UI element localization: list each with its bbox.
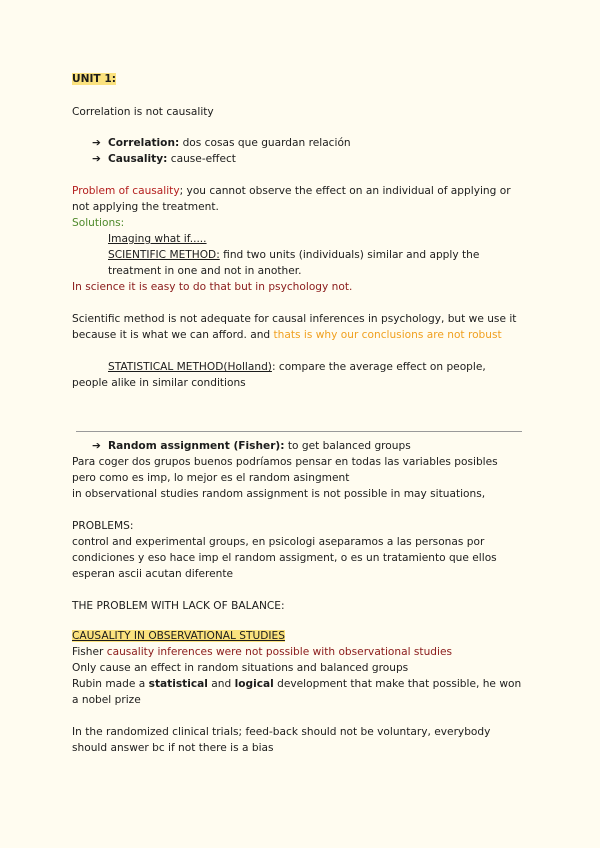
bullet-correlation: ➔ Correlation: dos cosas que guardan relación bbox=[92, 137, 351, 149]
bullet-random: ➔ Random assignment (Fisher): to get balanced groups bbox=[92, 440, 411, 452]
stat-method: STATISTICAL METHOD(Holland): compare the average effect on people, bbox=[108, 361, 486, 373]
problems-title: PROBLEMS: bbox=[72, 520, 134, 532]
solution-scientific: SCIENTIFIC METHOD: find two units (individuals) similar and apply the bbox=[108, 249, 480, 261]
trials-line-1: In the randomized clinical trials; feed-back should not be voluntary, everybody bbox=[72, 726, 491, 738]
observational-line-2: Only cause an effect in random situations and balanced groups bbox=[72, 662, 409, 674]
trials-line-2: should answer bc if not there is a bias bbox=[72, 742, 274, 754]
problems-line-2: condiciones y eso hace imp el random assigment, o es un tratamiento que ellos bbox=[72, 552, 497, 564]
arrow-icon: ➔ bbox=[92, 440, 101, 452]
problems-line-1: control and experimental groups, en psicologi aseparamos a las personas por bbox=[72, 536, 485, 548]
problems-line-3: esperan ascii acutan diferente bbox=[72, 568, 233, 580]
solution-imaging: Imaging what if..... bbox=[108, 233, 207, 245]
rubin-line: Rubin made a statistical and logical development that make that possible, he won bbox=[72, 678, 522, 690]
solution-scientific-cont: treatment in one and not in another. bbox=[108, 265, 302, 277]
observational-title: CAUSALITY IN OBSERVATIONAL STUDIES bbox=[72, 630, 285, 642]
sci-method-line-2: because it is what we can afford. and thats is why our conclusions are not robust bbox=[72, 329, 502, 341]
balance-title: THE PROBLEM WITH LACK OF BALANCE: bbox=[72, 600, 285, 612]
rubin-line-2: a nobel prize bbox=[72, 694, 141, 706]
divider bbox=[76, 431, 522, 432]
intro-text: Correlation is not causality bbox=[72, 106, 214, 118]
random-line-1: Para coger dos grupos buenos podríamos pensar en todas las variables posibles bbox=[72, 456, 498, 468]
science-note: In science it is easy to do that but in psychology not. bbox=[72, 281, 353, 293]
arrow-icon: ➔ bbox=[92, 153, 101, 165]
bullet-causality: ➔ Causality: cause-effect bbox=[92, 153, 236, 165]
arrow-icon: ➔ bbox=[92, 137, 101, 149]
sci-method-line-1: Scientific method is not adequate for causal inferences in psychology, but we use it bbox=[72, 313, 517, 325]
fisher-line: Fisher causality inferences were not possible with observational studies bbox=[72, 646, 452, 658]
problem-line: Problem of causality; you cannot observe the effect on an individual of applying or bbox=[72, 185, 511, 197]
unit-title: UNIT 1: bbox=[72, 73, 116, 85]
problem-line-2: not applying the treatment. bbox=[72, 201, 219, 213]
random-line-3: in observational studies random assignment is not possible in may situations, bbox=[72, 488, 486, 500]
random-line-2: pero como es imp, lo mejor es el random asingment bbox=[72, 472, 350, 484]
stat-method-cont: people alike in similar conditions bbox=[72, 377, 246, 389]
solutions-label: Solutions: bbox=[72, 217, 125, 229]
